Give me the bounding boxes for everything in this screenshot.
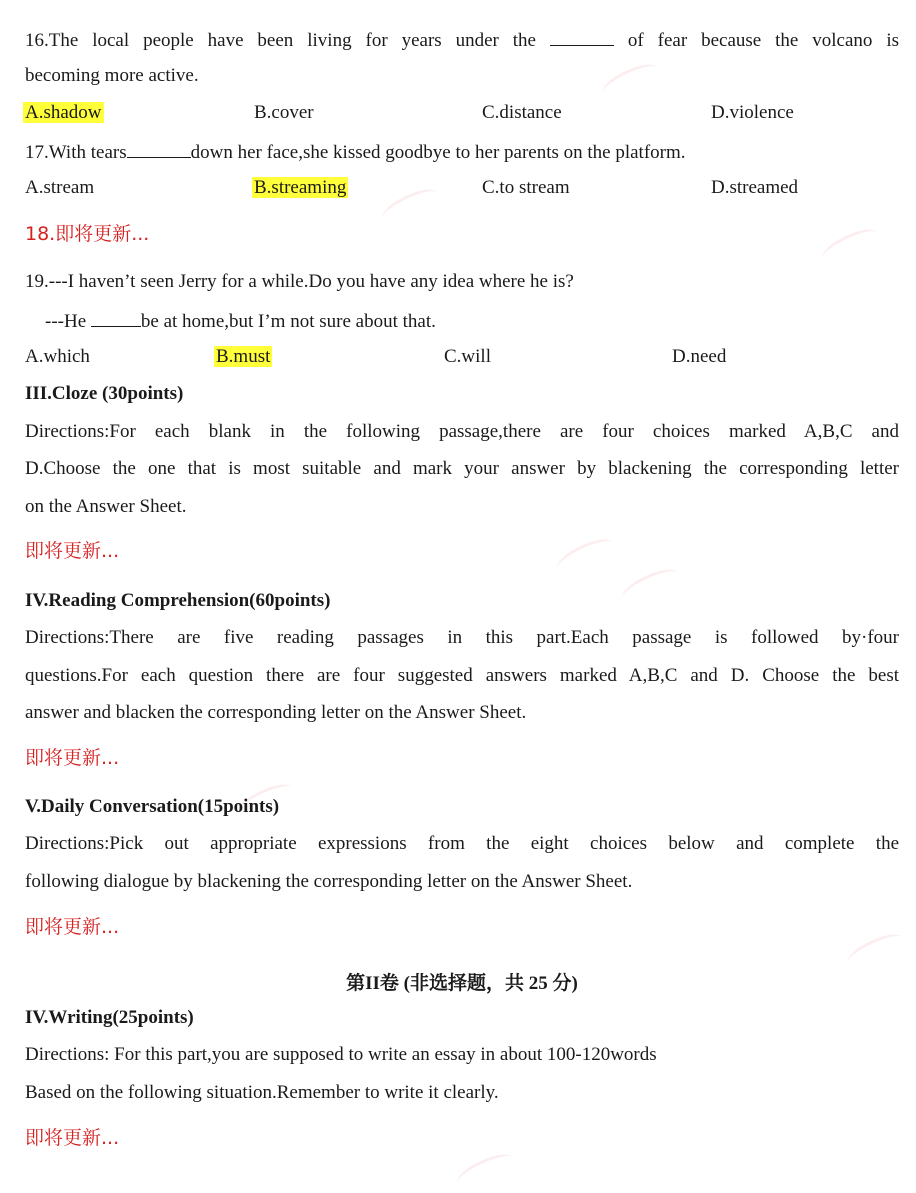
question-18-placeholder: 18.即将更新... (25, 223, 150, 245)
writing-directions-line: Based on the following situation.Remember to write it clearly. (25, 1082, 499, 1103)
conversation-directions-line: following dialogue by blackening the corresponding letter on the Answer Sheet. (25, 871, 633, 892)
option-a: A.shadow (25, 102, 102, 123)
option-b: B.must (216, 346, 271, 367)
reading-directions-line: answer and blacken the corresponding letter on the Answer Sheet. (25, 702, 527, 723)
part-ii-heading: 第II卷 (非选择题，共 25 分) (346, 973, 578, 994)
option-d: D.violence (711, 102, 794, 123)
writing-directions-line: Directions: For this part,you are supposed to write an essay in about 100-120words (25, 1044, 657, 1065)
question-16-stem: 16.The local people have been living for years under the of fear because the volcano is (25, 27, 899, 53)
option-c: C.to stream (482, 177, 570, 198)
conversation-placeholder: 即将更新... (25, 916, 120, 938)
reading-directions-line: Directions:There are five reading passages in this part.Each passage is followed by·four (25, 627, 899, 648)
cloze-directions-line: on the Answer Sheet. (25, 496, 187, 517)
watermark-mark (553, 533, 616, 577)
option-d: D.need (672, 346, 727, 367)
cloze-placeholder: 即将更新... (25, 540, 120, 562)
option-a: A.which (25, 346, 90, 367)
section-title-writing: IV.Writing(25points) (25, 1007, 194, 1028)
reading-directions-line: questions.For each question there are four suggested answers marked A,B,C and D. Choose the best (25, 665, 899, 686)
section-title-conversation: V.Daily Conversation(15points) (25, 796, 280, 817)
question-19-response: ---He be at home,but I’m not sure about that. (25, 308, 916, 334)
watermark-mark (453, 1148, 516, 1192)
option-a: A.stream (25, 177, 95, 198)
option-b: B.cover (254, 102, 314, 123)
cloze-directions-line: Directions:For each blank in the following passage,there are four choices marked A,B,C and (25, 421, 899, 442)
question-16-stem-continued: becoming more active. (25, 65, 199, 86)
option-d: D.streamed (711, 177, 799, 198)
section-title-cloze: III.Cloze (30points) (25, 383, 184, 404)
option-c: C.distance (482, 102, 562, 123)
question-17-stem: 17.With tears down her face,she kissed goodbye to her parents on the platform. (25, 139, 899, 165)
watermark-mark (818, 223, 881, 267)
option-c: C.will (444, 346, 491, 367)
section-title-reading: IV.Reading Comprehension(60points) (25, 590, 331, 611)
conversation-directions-line: Directions:Pick out appropriate expressions from the eight choices below and complete the (25, 833, 899, 854)
reading-placeholder: 即将更新... (25, 747, 120, 769)
question-19-stem: 19.---I haven’t seen Jerry for a while.Do you have any idea where he is? (25, 271, 574, 292)
option-b: B.streaming (254, 177, 347, 198)
watermark-mark (843, 928, 906, 972)
writing-placeholder: 即将更新... (25, 1127, 120, 1149)
watermark-mark (378, 183, 441, 227)
cloze-directions-line: D.Choose the one that is most suitable and mark your answer by blackening the corresponding letter (25, 458, 899, 479)
